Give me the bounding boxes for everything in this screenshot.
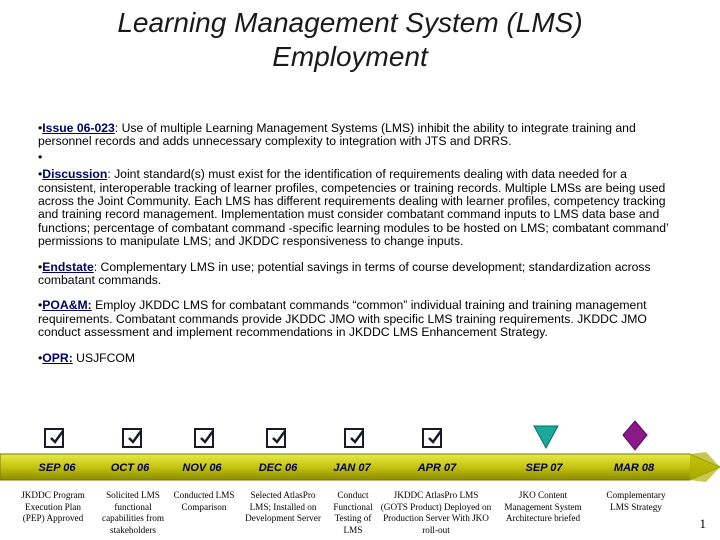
endstate-text: : Complementary LMS in use; potential savings in terms of course development; standardization across combatant commands. (38, 259, 651, 288)
date-label: SEP 06 (38, 462, 76, 474)
date-label: SEP 07 (525, 462, 563, 474)
milestone-caption: JKDDC Program Execution Plan (PEP) Approved (21, 490, 85, 524)
bullet-discussion: •Discussion: Joint standard(s) must exist for the identification of requirements dealing with data needed for a consistent, interoperable tracking of learner profiles, competencies or training records. Multiple LMSs are being used across the Joint Community. Each LMS has different requirements dealing with learner profiles, competency tracking and training record management. Implementation must consider combatant command inputs to LMS data base and functions; percentage of combatant command -specific learning modules to be hosted on LMS; combatant command’ permissions to manipulate LMS; and JKDDC responsiveness to change inputs. (38, 167, 669, 249)
bullet-poam: •POA&M: Employ JKDDC LMS for combatant commands “common” individual training and training management requirements. Combatant commands provide JKDDC JMO with specific LMS training requirements. JKDDC JMO conduct assessment and implement recommendations in JKDDC LMS Enhancement Strategy. (38, 298, 647, 340)
milestone-caption: Conducted LMS Comparison (173, 490, 235, 512)
triangle-icon (533, 424, 559, 450)
date-label: APR 07 (417, 462, 457, 474)
milestone-caption: JKO Content Management System Architecture briefed (504, 490, 582, 524)
date-label: OCT 06 (110, 462, 150, 474)
poam-label: POA&M: (42, 298, 92, 313)
milestone-caption: Complementary LMS Strategy (606, 490, 666, 512)
page-number: 1 (699, 516, 706, 531)
bullet-endstate: •Endstate: Complementary LMS in use; potential savings in terms of course development; standardization across combatant commands. (38, 259, 651, 288)
checkbox-checked-icon (344, 428, 364, 448)
milestone-caption: Solicited LMS functional capabilities from stakeholders (102, 490, 164, 535)
milestone-caption: JKDDC AtlasPro LMS (GOTS Product) Deployed on Production Server With JKO roll-out (380, 490, 492, 535)
opr-text: USJFCOM (72, 350, 136, 365)
issue-label: Issue 06-023 (42, 121, 115, 135)
checkbox-checked-icon (122, 428, 142, 448)
date-label: JAN 07 (333, 462, 371, 474)
slide-title (60, 6, 640, 74)
date-label: DEC 06 (258, 462, 298, 474)
checkbox-checked-icon (266, 428, 286, 448)
endstate-label: Endstate (42, 259, 94, 274)
checkbox-checked-icon (44, 428, 64, 448)
discussion-label: Discussion (42, 167, 108, 182)
date-label: MAR 08 (613, 462, 655, 474)
discussion-text: : Joint standard(s) must exist for the identification of requirements dealing with data needed for a consistent, interoperable tracking of learner profiles, competencies or training records. Multiple LMSs are being used across the Joint Community. Each LMS has different requirements dealing with learner profiles, competency tracking and training record management. Implementation must consider combatant command inputs to LMS data base and functions; percentage of combatant command -specific learning modules to be hosted on LMS; combatant command’ permissions to manipulate LMS; and JKDDC responsiveness to change inputs. (38, 167, 669, 249)
title-line-2: Employment (272, 41, 428, 72)
milestone-caption: Conduct Functional Testing of LMS (333, 490, 373, 535)
diamond-icon (622, 420, 648, 452)
milestone-caption: Selected AtlasPro LMS; Installed on Development Server (245, 490, 321, 524)
checkbox-checked-icon (422, 428, 442, 448)
date-label: NOV 06 (182, 462, 222, 474)
opr-label: OPR: (42, 350, 73, 365)
bullet-list (38, 122, 673, 377)
poam-text: Employ JKDDC LMS for combatant commands “common” individual training and training management requirements. Combatant commands provide JKDDC JMO with specific LMS training requirements. JKDDC JMO conduct assessment and implement recommendations in JKDDC LMS Enhancement Strategy. (38, 298, 647, 340)
bullet-issue: •Issue 06-023: Use of multiple Learning Management Systems (LMS) inhibit the ability to integrate training and personnel records and adds unnecessary complexity to integration with JTS and DRRS. (38, 121, 636, 149)
checkbox-checked-icon (194, 428, 214, 448)
bullet-opr: •OPR: USJFCOM (38, 350, 136, 365)
title-line-1: Learning Management System (LMS) (117, 7, 583, 38)
issue-text: : Use of multiple Learning Management Systems (LMS) inhibit the ability to integrate training and personnel records and adds unnecessary complexity to integration with JTS and DRRS. (38, 121, 636, 149)
bullet-empty: • (38, 149, 43, 164)
